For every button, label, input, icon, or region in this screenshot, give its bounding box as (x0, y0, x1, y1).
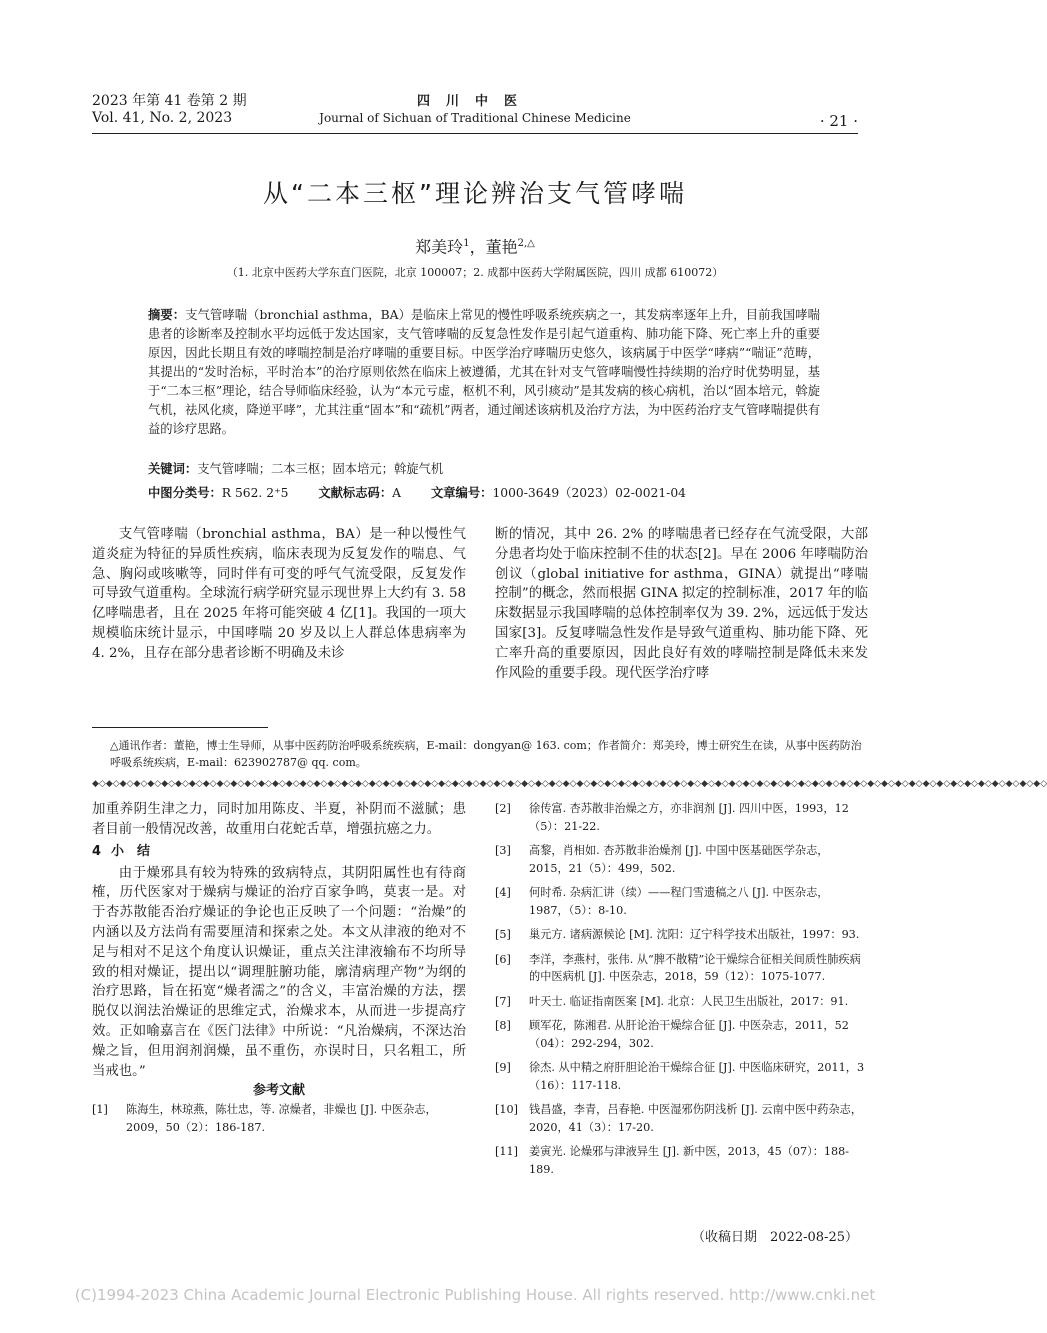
reference-list (495, 800, 868, 1185)
lower-column-left (92, 800, 466, 1143)
abstract-text: 支气管哮喘（bronchial asthma，BA）是临床上常见的慢性呼吸系统疾病之一，其发病率逐年上升，目前我国哮喘患者的诊断率及控制水平均远低于发达国家，支气管哮喘的反复急性发作是引起气道重构、肺功能下降、死亡率上升的重要原因，因此长期且有效的哮喘控制是治疗哮喘的重要目标。中医学治疗哮喘历史悠久，该病属于中医学“哮病”“喘证”范畴，其提出的“发时治标，平时治本”的治疗原则依然在临床上被遵循，尤其在针对支气管哮喘慢性持续期的治疗时优势明显，基于“二本三枢”理论，结合导师临床经验，认为“本元亏虚，枢机不利，风引痰动”是其发病的核心病机，治以“固本培元，斡旋气机，祛风化痰，降逆平哮”，尤其注重“固本”和“疏机”两者，通过阐述该病机及治疗方法，为中医药治疗支气管哮喘提供有益的诊疗思路。 (148, 308, 820, 436)
doc-code-label: 文献标志码： (318, 486, 393, 500)
section-title: 小 结 (111, 843, 151, 859)
doc-code-value: A (392, 486, 402, 500)
reference-text: 陈海生，林琼燕，陈壮忠，等. 凉燥者，非燥也 [J]. 中医杂志，2009，50（2）：186-187. (126, 1103, 437, 1134)
reference-item (495, 800, 868, 835)
body-paragraph: 断的情况，其中 26. 2% 的哮喘患者已经存在气流受限，大部分患者均处于临床控制不佳的状态[2]。早在 2006 年哮喘防治创议（global initiative for asthma，GINA）就提出“哮喘控制”的概念，然而根据 GINA 拟定的控制标准，2017 年的临床数据显示我国哮喘的总体控制率仅为 39. 2%，远远低于发达国家[3]。反复哮喘急性发作是导致气道重构、肺功能下降、死亡率升高的重要原因，因此良好有效的哮喘控制是降低未来发作风险的重要手段。现代医学治疗哮 (495, 527, 868, 681)
article-no-label: 文章编号： (430, 486, 493, 500)
clc-value: R 562. 2⁺5 (221, 486, 289, 500)
body-column-left (92, 525, 466, 664)
author-line (92, 234, 858, 257)
reference-text: 姜寅光. 论燥邪与津液异生 [J]. 新中医，2013，45（07）：188-189. (529, 1145, 850, 1176)
author-mark: 1 (463, 238, 470, 249)
reference-text: 巢元方. 诸病源候论 [M]. 沈阳：辽宁科学技术出版社，1997：93. (529, 928, 860, 941)
body-paragraph: 支气管哮喘（bronchial asthma，BA）是一种以慢性气道炎症为特征的异质性疾病，临床表现为反复发作的喘息、气急、胸闷或咳嗽等，同时伴有可变的呼气气流受限，反复发作可导致气道重构。全球流行病学研究显示现世界上大约有 3. 58 亿哮喘患者，且在 2025 年将可能突破 4 亿[1]。我国的一项大规模临床统计显示，中国哮喘 20 岁及以上人群总体患病率为 4. 2%，且存在部分患者诊断不明确及未诊 (92, 527, 466, 661)
reference-item (495, 1059, 868, 1094)
issue-cn: 2023 年第 41 卷第 2 期 (92, 93, 247, 109)
keywords-label: 关键词： (148, 462, 198, 476)
affiliations: （1. 北京中医药大学东直门医院，北京 100007；2. 成都中医药大学附属医院，四川 成都 610072） (226, 266, 724, 279)
reference-item (92, 1101, 466, 1136)
author-mark: 2,△ (517, 238, 535, 249)
reference-text: 徐杰. 从中精之府肝胆论治干燥综合征 [J]. 中医临床研究，2011，3（16）：117-118. (529, 1061, 865, 1092)
reference-text: 高黎，肖相如. 杏苏散非治燥剂 [J]. 中国中医基础医学杂志，2015，21（5）：499，502. (529, 844, 829, 875)
keywords (148, 460, 820, 479)
reference-number: [7] (495, 994, 511, 1008)
page-number: · 21 · (819, 112, 858, 130)
section-heading (92, 842, 466, 862)
clc-label: 中图分类号： (148, 486, 222, 500)
reference-text: 何时希. 杂病汇讲（续）——程门雪遗稿之八 [J]. 中医杂志，1987，（5）：8-10. (529, 886, 829, 917)
reference-item (495, 1017, 868, 1052)
reference-text: 李洋，李燕村，张伟. 从“脾不散精”论干燥综合征相关间质性肺疾病的中医病机 [J]. 中医杂志，2018，59（12）：1075-1077. (529, 952, 861, 983)
reference-text: 钱昌盛，李青，吕春艳. 中医湿邪伤阴浅析 [J]. 云南中医中药杂志，2020，41（3）：17-20. (529, 1103, 863, 1134)
journal-name-en: Journal of Sichuan of Traditional Chinese Medicine (319, 111, 631, 125)
reference-item (495, 1143, 868, 1178)
author-separator: ， (469, 237, 486, 257)
reference-number: [2] (495, 802, 511, 815)
article-no-value: 1000-3649（2023）02-0021-04 (492, 486, 686, 500)
reference-number: [3] (495, 844, 511, 857)
header-rule (92, 133, 858, 134)
author-name: 董艳 (485, 237, 518, 257)
reference-item (495, 993, 868, 1011)
reference-number: [5] (495, 928, 511, 941)
reference-number: [11] (495, 1145, 518, 1158)
abstract (148, 306, 820, 439)
received-date: （收稿日期 2022-08-25） (692, 1230, 858, 1245)
reference-number: [8] (495, 1019, 511, 1032)
reference-number: [6] (495, 952, 511, 966)
reference-text: 徐传富. 杏苏散非治燥之方，亦非润剂 [J]. 四川中医，1993，12（5）：21-22. (529, 802, 849, 833)
keywords-text: 支气管哮喘；二本三枢；固本培元；斡旋气机 (197, 462, 444, 476)
article-title: 从“二本三枢”理论辨治支气管哮喘 (263, 179, 687, 208)
reference-number: [1] (92, 1103, 108, 1117)
continuation-paragraph: 加重养阴生津之力，同时加用陈皮、半夏，补阴而不滋腻；患者目前一般情况改善，故重用白花蛇舌草，增强抗癌之力。 (92, 802, 466, 837)
reference-item (495, 951, 868, 986)
issue-en: Vol. 41, No. 2, 2023 (92, 110, 233, 126)
abstract-label: 摘要： (148, 308, 186, 322)
footnote-rule (92, 727, 268, 728)
footnote: △通讯作者：董艳，博士生导师，从事中医药防治呼吸系统疾病，E-mail：dongyan@ 163. com；作者简介：郑美玲，博士研究生在读，从事中医药防治呼吸系统疾病，E-mail：623902787@ qq. com。 (110, 739, 862, 769)
reference-item (495, 842, 868, 877)
references-title: 参考文献 (252, 1083, 305, 1099)
section-number: 4 (92, 843, 102, 859)
reference-item (495, 926, 868, 944)
body-column-right (495, 525, 868, 683)
summary-paragraph: 由于燥邪具有较为特殊的致病特点，其阴阳属性也有待商榷，历代医家对于燥病与燥证的治疗百家争鸣，莫衷一是。对于杏苏散能否治疗燥证的争论也正反映了一个问题：“治燥”的内涵以及方法尚有需要厘清和探索之处。本文从津液的绝对不足与相对不足这个角度认识燥证，重点关注津液输布不均所导致的相对燥证，提出以“调理脏腑功能，廓清病理产物”为纲的治疗思路，旨在拓宽“燥者濡之”的含义，丰富治燥的方法，摆脱仅以润法治燥证的思维定式，治燥求本，从而进一步提高疗效。正如喻嘉言在《医门法律》中所说：“凡治燥病，不深达治燥之旨，但用润剂润燥，虽不重伤，亦误时日，只名粗工，所当戒也。” (92, 865, 466, 1079)
reference-number: [9] (495, 1061, 511, 1074)
reference-number: [10] (495, 1103, 518, 1116)
reference-item (495, 1101, 868, 1136)
journal-name (300, 93, 650, 126)
journal-name-cn: 四川中医 (416, 94, 533, 109)
reference-text: 顾军花，陈湘君. 从肝论治干燥综合征 [J]. 中医杂志，2011，52（04）：292-294，302. (529, 1019, 849, 1050)
copyright-notice: (C)1994-2023 China Academic Journal Electronic Publishing House. All rights reserved. http://www.cnki.net (74, 1286, 876, 1304)
issue-info (92, 93, 247, 127)
article-divider: ◆◇◆◇◆◇◆◇◆◇◆◇◆◇◆◇◆◇◆◇◆◇◆◇◆◇◆◇◆◇◆◇◆◇◆◇◆◇◆◇◆◇◆◇◆◇◆◇◆◇◆◇◆◇◆◇◆◇◆◇◆◇◆◇◆◇◆◇◆◇◆◇◆◇◆◇◆◇◆◇◆◇◆◇◆◇◆◇◆◇◆◇◆◇◆◇◆◇◆◇◆◇◆◇◆◇◆◇◆◇◆◇◆◇◆◇◆◇◆◇◆◇◆◇◆◇◆◇◆◇◆◇◆◇◆◇◆◇ (92, 779, 1047, 789)
author-name: 郑美玲 (415, 237, 464, 257)
reference-item (495, 884, 868, 919)
reference-text: 叶天士. 临证指南医案 [M]. 北京：人民卫生出版社，2017：91. (529, 994, 849, 1008)
reference-number: [4] (495, 886, 511, 899)
classification-line (148, 484, 848, 503)
